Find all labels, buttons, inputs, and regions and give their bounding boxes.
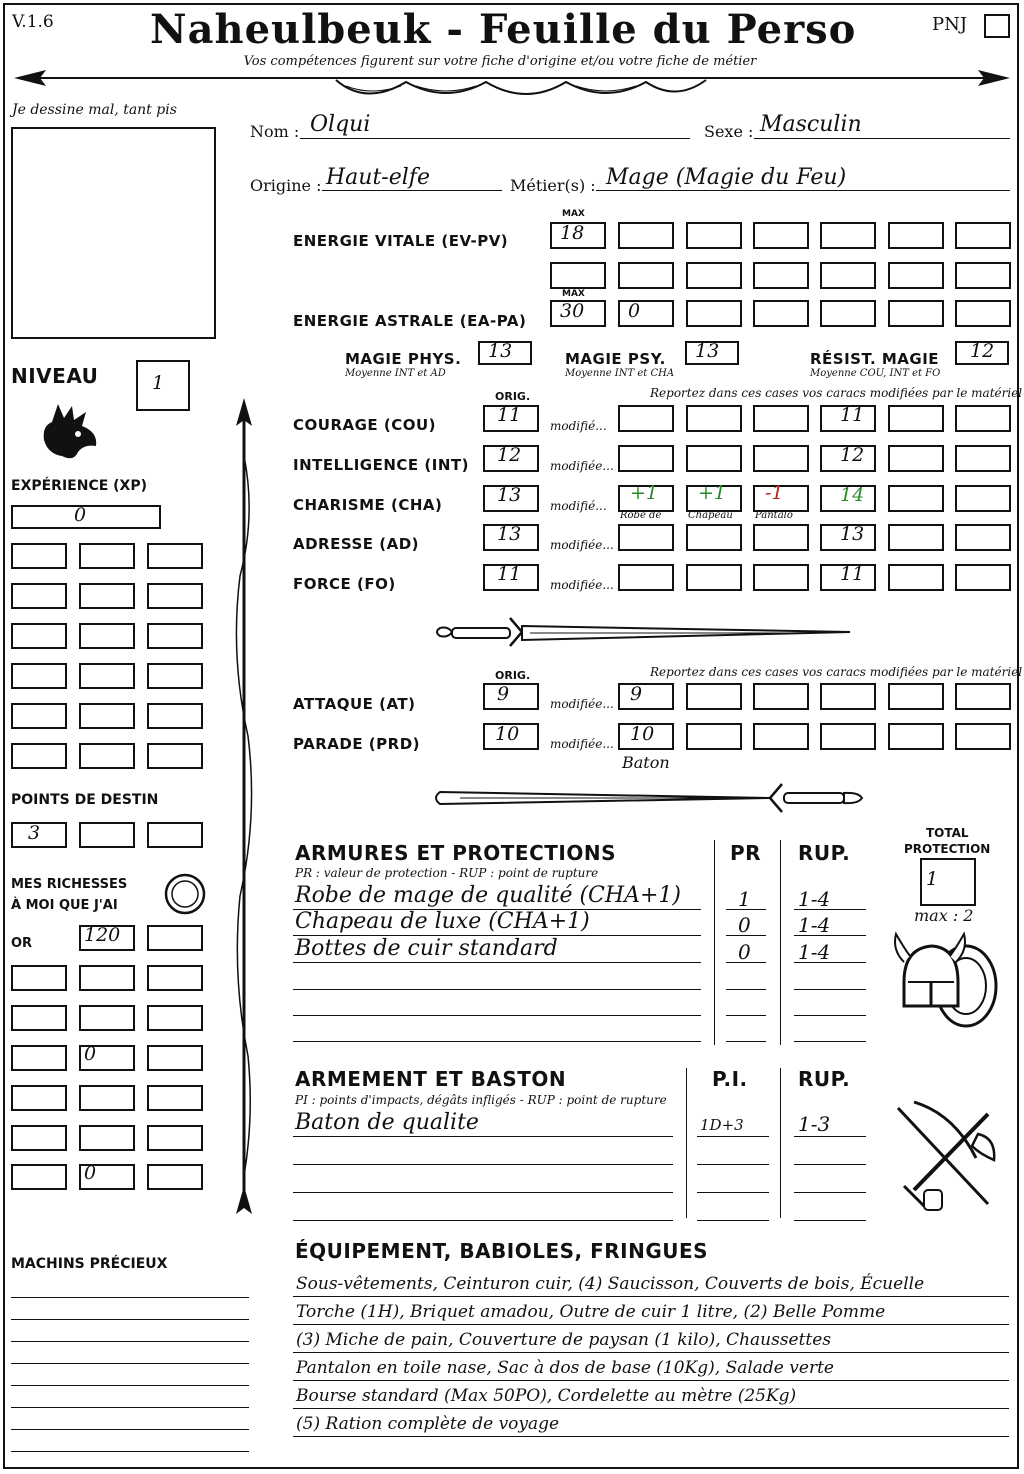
orig-label: ORIG. bbox=[495, 390, 531, 403]
total-label: TOTAL bbox=[926, 826, 969, 840]
ea-label: ENERGIE ASTRALE (EA-PA) bbox=[293, 312, 527, 330]
stat-mod-box[interactable] bbox=[753, 445, 809, 472]
destin-box[interactable] bbox=[79, 822, 135, 848]
report-note: Reportez dans ces cases vos caracs modifiées par le matériel bbox=[650, 386, 1023, 400]
armor-title: ARMURES ET PROTECTIONS bbox=[295, 841, 616, 865]
argent-box[interactable] bbox=[147, 1045, 203, 1071]
xp-box[interactable] bbox=[147, 543, 203, 569]
stat-mod-box[interactable] bbox=[686, 564, 742, 591]
weapon-pi-line[interactable] bbox=[697, 1220, 769, 1221]
stat-mod-box[interactable] bbox=[618, 405, 674, 432]
weapon-rup-line[interactable] bbox=[794, 1220, 866, 1221]
stat-label: CHARISME (CHA) bbox=[293, 496, 443, 514]
ev-box[interactable] bbox=[888, 222, 944, 249]
armor-rup-line[interactable] bbox=[794, 1015, 866, 1016]
weapon-rup-line[interactable] bbox=[794, 1192, 866, 1193]
weapon-item-rup: 1-3 bbox=[798, 1112, 831, 1136]
nom-label: Nom : bbox=[250, 122, 300, 141]
attaque-orig-box[interactable] bbox=[483, 683, 539, 710]
weapons-title: ARMEMENT ET BASTON bbox=[295, 1067, 567, 1091]
weapons-rup-label: RUP. bbox=[798, 1067, 851, 1091]
machins-line[interactable] bbox=[11, 1451, 249, 1452]
stat-mod-box[interactable] bbox=[955, 524, 1011, 551]
armor-item-name[interactable]: Bottes de cuir standard bbox=[295, 936, 558, 961]
sword-icon bbox=[430, 778, 870, 818]
attaque-box[interactable] bbox=[955, 683, 1011, 710]
wealth-box[interactable] bbox=[11, 1045, 67, 1071]
stat-orig-value: 12 bbox=[497, 444, 522, 466]
weapons-divider bbox=[780, 1068, 781, 1218]
ea-max-value: 30 bbox=[560, 300, 585, 322]
magie-psy-note: Moyenne INT et CHA bbox=[565, 368, 675, 379]
xp-box[interactable] bbox=[11, 623, 67, 649]
equipment-line-text[interactable]: Pantalon en toile nase, Sac à dos de base (10Kg), Salade verte bbox=[296, 1358, 834, 1378]
wealth-box[interactable] bbox=[147, 1085, 203, 1111]
stat-orig-value: 11 bbox=[497, 563, 522, 585]
xp-box[interactable] bbox=[147, 663, 203, 689]
ev-box[interactable] bbox=[955, 222, 1011, 249]
destin-label: POINTS DE DESTIN bbox=[11, 792, 159, 808]
weapon-item-name[interactable]: Baton de qualite bbox=[295, 1110, 479, 1135]
wealth-box[interactable] bbox=[79, 1085, 135, 1111]
ea-box[interactable] bbox=[753, 300, 809, 327]
machins-label: MACHINS PRÉCIEUX bbox=[11, 1256, 168, 1272]
wealth-box[interactable] bbox=[79, 1005, 135, 1031]
wealth-box[interactable] bbox=[11, 1164, 67, 1190]
portrait-box[interactable] bbox=[11, 127, 216, 339]
or-label: OR bbox=[11, 936, 33, 951]
stat-mod-label: modifié... bbox=[550, 499, 607, 513]
ev-label: ENERGIE VITALE (EV-PV) bbox=[293, 232, 509, 250]
armor-item-pr: 0 bbox=[738, 940, 751, 964]
weapon-caption: Baton bbox=[622, 753, 670, 772]
weapon-line[interactable] bbox=[293, 1164, 673, 1165]
machins-line[interactable] bbox=[11, 1297, 249, 1298]
parade-box[interactable] bbox=[686, 723, 742, 750]
xp-box[interactable] bbox=[79, 623, 135, 649]
armor-line[interactable] bbox=[293, 1041, 701, 1042]
armor-item-rup: 1-4 bbox=[798, 887, 831, 911]
wealth-box[interactable] bbox=[11, 1005, 67, 1031]
xp-box[interactable] bbox=[79, 543, 135, 569]
niveau-label: NIVEAU bbox=[11, 364, 99, 388]
stat-mod-box[interactable] bbox=[753, 564, 809, 591]
sexe-line bbox=[754, 138, 1010, 139]
sexe-label: Sexe : bbox=[704, 122, 754, 141]
total-protection-max: max : 2 bbox=[914, 906, 974, 925]
attaque-mod-box[interactable] bbox=[618, 683, 674, 710]
stat-mod-label: modifiée... bbox=[550, 578, 614, 592]
stat-mod-box[interactable] bbox=[686, 524, 742, 551]
ev-box[interactable] bbox=[888, 262, 944, 289]
xp-box[interactable] bbox=[79, 583, 135, 609]
armor-rup-line[interactable] bbox=[794, 1041, 866, 1042]
parade-label: PARADE (PRD) bbox=[293, 735, 421, 753]
armor-line[interactable] bbox=[293, 962, 701, 963]
armor-pr-line[interactable] bbox=[726, 1015, 766, 1016]
resist-magie-note: Moyenne COU, INT et FO bbox=[810, 368, 941, 379]
armor-rup-label: RUP. bbox=[798, 841, 851, 865]
wealth-box[interactable] bbox=[79, 1125, 135, 1151]
ev-box[interactable] bbox=[820, 262, 876, 289]
total-label-2: PROTECTION bbox=[904, 842, 991, 856]
resist-magie-label: RÉSIST. MAGIE bbox=[810, 350, 940, 368]
armor-note: PR : valeur de protection - RUP : point de rupture bbox=[295, 866, 599, 880]
armor-item-pr: 0 bbox=[738, 913, 751, 937]
stat-mod-box[interactable] bbox=[955, 564, 1011, 591]
attaque-box[interactable] bbox=[820, 683, 876, 710]
magie-phys-label: MAGIE PHYS. bbox=[345, 350, 462, 368]
stat-mod-label: modifié... bbox=[550, 419, 607, 433]
equipment-line bbox=[293, 1436, 1009, 1437]
parade-box[interactable] bbox=[820, 723, 876, 750]
stat-mod-box[interactable] bbox=[618, 524, 674, 551]
pnj-checkbox[interactable] bbox=[984, 14, 1010, 38]
ev-box[interactable] bbox=[820, 222, 876, 249]
cha-mod-value: +1 bbox=[630, 482, 659, 504]
origine-line bbox=[322, 190, 502, 191]
cuivre-value: 0 bbox=[84, 1162, 97, 1184]
xp-box[interactable] bbox=[11, 743, 67, 769]
cha-mod-value: +1 bbox=[698, 482, 727, 504]
portrait-caption: Je dessine mal, tant pis bbox=[12, 102, 177, 118]
armor-rup-line[interactable] bbox=[794, 989, 866, 990]
cha-mod-value: -1 bbox=[765, 482, 784, 504]
machins-line[interactable] bbox=[11, 1407, 249, 1408]
parade-mod-value: 10 bbox=[630, 723, 655, 745]
stat-mod-box[interactable] bbox=[686, 445, 742, 472]
stat-final-value: 11 bbox=[840, 563, 865, 585]
nom-value[interactable]: Olqui bbox=[310, 112, 371, 137]
destin-value: 3 bbox=[28, 822, 41, 844]
ev-box[interactable] bbox=[955, 262, 1011, 289]
attaque-orig-value: 9 bbox=[497, 683, 510, 705]
xp-box[interactable] bbox=[11, 663, 67, 689]
weapons-note: PI : points d'impacts, dégâts infligés - RUP : point de rupture bbox=[295, 1093, 667, 1107]
combat-report-note: Reportez dans ces cases vos caracs modifiées par le matériel bbox=[650, 665, 1023, 679]
stat-mod-box[interactable] bbox=[753, 524, 809, 551]
cha-mod-caption: Chapeau bbox=[688, 510, 733, 521]
stat-mod-box[interactable] bbox=[888, 524, 944, 551]
cha-mod-caption: Pantalo bbox=[755, 510, 793, 521]
stat-orig-value: 13 bbox=[497, 484, 522, 506]
xp-value: 0 bbox=[74, 504, 87, 526]
equipment-line bbox=[293, 1352, 1009, 1353]
stat-mod-box[interactable] bbox=[753, 405, 809, 432]
ea-box[interactable] bbox=[820, 300, 876, 327]
xp-label: EXPÉRIENCE (XP) bbox=[11, 478, 148, 494]
stat-mod-box[interactable] bbox=[888, 564, 944, 591]
wealth-box[interactable] bbox=[11, 1085, 67, 1111]
helmet-shield-icon bbox=[888, 926, 1006, 1038]
equipment-line-text[interactable]: (3) Miche de pain, Couverture de paysan (1 kilo), Chaussettes bbox=[296, 1330, 832, 1350]
xp-box[interactable] bbox=[147, 623, 203, 649]
magie-psy-label: MAGIE PSY. bbox=[565, 350, 666, 368]
metier-value[interactable]: Mage (Magie du Feu) bbox=[606, 165, 847, 190]
armor-pr-line[interactable] bbox=[726, 1041, 766, 1042]
weapon-line[interactable] bbox=[293, 1192, 673, 1193]
coin-icon bbox=[162, 872, 208, 916]
armor-line[interactable] bbox=[293, 1015, 701, 1016]
stat-mod-box[interactable] bbox=[618, 564, 674, 591]
xp-box[interactable] bbox=[79, 703, 135, 729]
equipment-title: ÉQUIPEMENT, BABIOLES, FRINGUES bbox=[295, 1239, 709, 1263]
xp-box[interactable] bbox=[11, 703, 67, 729]
ev-max-label: MAX bbox=[562, 209, 585, 219]
ev-box[interactable] bbox=[550, 262, 606, 289]
stat-mod-box[interactable] bbox=[888, 445, 944, 472]
magie-phys-note: Moyenne INT et AD bbox=[345, 368, 446, 379]
ea-box[interactable] bbox=[955, 300, 1011, 327]
niveau-value: 1 bbox=[152, 372, 165, 394]
weapons-divider bbox=[686, 1068, 687, 1218]
version-label: V.1.6 bbox=[12, 12, 54, 32]
armor-divider bbox=[714, 840, 715, 1045]
weapon-pi-line[interactable] bbox=[697, 1164, 769, 1165]
stat-mod-label: modifiée... bbox=[550, 538, 614, 552]
weapon-rup-line[interactable] bbox=[794, 1164, 866, 1165]
stat-final-value: 14 bbox=[840, 484, 865, 506]
attaque-box[interactable] bbox=[888, 683, 944, 710]
weapon-rup-line[interactable] bbox=[794, 1136, 866, 1137]
weapons-pi-label: P.I. bbox=[712, 1067, 748, 1091]
wealth-box[interactable] bbox=[11, 1125, 67, 1151]
stat-mod-box[interactable] bbox=[955, 445, 1011, 472]
xp-box[interactable] bbox=[79, 663, 135, 689]
xp-box[interactable] bbox=[147, 703, 203, 729]
cuivre-box[interactable] bbox=[147, 1164, 203, 1190]
attaque-mod-value: 9 bbox=[630, 683, 643, 705]
magie-phys-value: 13 bbox=[488, 340, 513, 362]
spear-icon bbox=[226, 396, 262, 1236]
xp-box[interactable] bbox=[147, 583, 203, 609]
sword-icon bbox=[430, 612, 870, 652]
wealth-box[interactable] bbox=[147, 965, 203, 991]
attaque-label: ATTAQUE (AT) bbox=[293, 695, 416, 713]
armor-pr-label: PR bbox=[730, 841, 762, 865]
weapon-line[interactable] bbox=[293, 1136, 673, 1137]
armor-item-pr: 1 bbox=[738, 887, 751, 911]
ev-max-value: 18 bbox=[560, 222, 585, 244]
richesses-label: MES RICHESSES bbox=[11, 877, 128, 892]
destin-box[interactable] bbox=[147, 822, 203, 848]
stat-mod-box[interactable] bbox=[888, 485, 944, 512]
armor-item-name[interactable]: Chapeau de luxe (CHA+1) bbox=[295, 909, 590, 934]
nom-line bbox=[300, 138, 690, 139]
ea-box[interactable] bbox=[888, 300, 944, 327]
metier-line bbox=[596, 190, 1010, 191]
richesses-label-2: À MOI QUE J'AI bbox=[11, 898, 118, 913]
stat-orig-value: 13 bbox=[497, 523, 522, 545]
metier-label: Métier(s) : bbox=[510, 176, 596, 195]
parade-orig-value: 10 bbox=[495, 723, 520, 745]
or-value: 120 bbox=[84, 924, 121, 946]
weapon-item-pi: 1D+3 bbox=[700, 1116, 744, 1134]
armor-item-rup: 1-4 bbox=[798, 913, 831, 937]
wealth-box[interactable] bbox=[11, 965, 67, 991]
attaque-box[interactable] bbox=[753, 683, 809, 710]
armor-pr-line[interactable] bbox=[726, 989, 766, 990]
ev-box[interactable] bbox=[618, 262, 674, 289]
armor-item-name[interactable]: Robe de mage de qualité (CHA+1) bbox=[295, 883, 681, 908]
resist-magie-value: 12 bbox=[970, 340, 995, 362]
weapons-icon bbox=[884, 1094, 1008, 1218]
armor-divider bbox=[780, 840, 781, 1045]
equipment-line bbox=[293, 1408, 1009, 1409]
ev-box[interactable] bbox=[753, 262, 809, 289]
parade-box[interactable] bbox=[888, 723, 944, 750]
ea-max-label: MAX bbox=[562, 289, 585, 299]
wealth-box[interactable] bbox=[147, 1125, 203, 1151]
ea-current-value: 0 bbox=[628, 300, 641, 322]
xp-box[interactable] bbox=[79, 743, 135, 769]
equipment-line bbox=[293, 1324, 1009, 1325]
xp-box[interactable] bbox=[147, 743, 203, 769]
argent-value: 0 bbox=[84, 1043, 97, 1065]
origine-label: Origine : bbox=[250, 176, 322, 195]
equipment-line-text[interactable]: (5) Ration complète de voyage bbox=[296, 1414, 560, 1434]
ev-box[interactable] bbox=[753, 222, 809, 249]
ev-box[interactable] bbox=[686, 262, 742, 289]
pnj-label: PNJ bbox=[932, 14, 968, 35]
sexe-value[interactable]: Masculin bbox=[760, 112, 862, 137]
page-title: Naheulbeuk - Feuille du Perso bbox=[150, 6, 857, 53]
origine-value[interactable]: Haut-elfe bbox=[326, 165, 430, 190]
magie-psy-value: 13 bbox=[695, 340, 720, 362]
armor-line[interactable] bbox=[293, 989, 701, 990]
stat-final-value: 11 bbox=[840, 404, 865, 426]
page-subtitle: Vos compétences figurent sur votre fiche d'origine et/ou votre fiche de métier bbox=[243, 54, 757, 69]
parade-box[interactable] bbox=[955, 723, 1011, 750]
stat-mod-box[interactable] bbox=[955, 405, 1011, 432]
weapon-pi-line[interactable] bbox=[697, 1192, 769, 1193]
stat-mod-box[interactable] bbox=[888, 405, 944, 432]
equipment-line bbox=[293, 1380, 1009, 1381]
stat-final-value: 12 bbox=[840, 444, 865, 466]
stat-mod-box[interactable] bbox=[618, 445, 674, 472]
weapon-pi-line[interactable] bbox=[697, 1136, 769, 1137]
armor-item-rup: 1-4 bbox=[798, 940, 831, 964]
wealth-box[interactable] bbox=[79, 965, 135, 991]
stat-mod-box[interactable] bbox=[955, 485, 1011, 512]
ea-box[interactable] bbox=[686, 300, 742, 327]
attaque-mod-label: modifiée... bbox=[550, 697, 614, 711]
parade-mod-label: modifiée... bbox=[550, 737, 614, 751]
ea-current-box[interactable] bbox=[618, 300, 674, 327]
total-protection-value: 1 bbox=[926, 868, 939, 890]
machins-line[interactable] bbox=[11, 1385, 249, 1386]
equipment-line-text[interactable]: Bourse standard (Max 50PO), Cordelette au mètre (25Kg) bbox=[296, 1386, 797, 1406]
equipment-line-text[interactable]: Sous-vêtements, Ceinturon cuir, (4) Saucisson, Couverts de bois, Écuelle bbox=[296, 1274, 925, 1294]
stat-label: COURAGE (COU) bbox=[293, 416, 437, 434]
weapon-line[interactable] bbox=[293, 1220, 673, 1221]
wealth-box[interactable] bbox=[147, 1005, 203, 1031]
equipment-line-text[interactable]: Torche (1H), Briquet amadou, Outre de cuir 1 litre, (2) Belle Pomme bbox=[296, 1302, 886, 1322]
xp-box[interactable] bbox=[11, 543, 67, 569]
stat-final-value: 13 bbox=[840, 523, 865, 545]
combat-orig-label: ORIG. bbox=[495, 669, 531, 682]
parade-box[interactable] bbox=[753, 723, 809, 750]
or-box[interactable] bbox=[147, 925, 203, 951]
ev-box[interactable] bbox=[686, 222, 742, 249]
machins-line[interactable] bbox=[11, 1429, 249, 1430]
stat-label: INTELLIGENCE (INT) bbox=[293, 456, 469, 474]
stat-orig-value: 11 bbox=[497, 404, 522, 426]
stat-label: FORCE (FO) bbox=[293, 575, 396, 593]
ev-box[interactable] bbox=[618, 222, 674, 249]
stat-mod-box[interactable] bbox=[686, 405, 742, 432]
cha-mod-caption: Robe de bbox=[620, 510, 662, 521]
dragon-icon bbox=[38, 394, 104, 464]
attaque-box[interactable] bbox=[686, 683, 742, 710]
xp-box[interactable] bbox=[11, 583, 67, 609]
machins-line[interactable] bbox=[11, 1319, 249, 1320]
machins-line[interactable] bbox=[11, 1363, 249, 1364]
stat-label: ADRESSE (AD) bbox=[293, 535, 420, 553]
machins-line[interactable] bbox=[11, 1341, 249, 1342]
stat-mod-label: modifiée... bbox=[550, 459, 614, 473]
equipment-line bbox=[293, 1296, 1009, 1297]
